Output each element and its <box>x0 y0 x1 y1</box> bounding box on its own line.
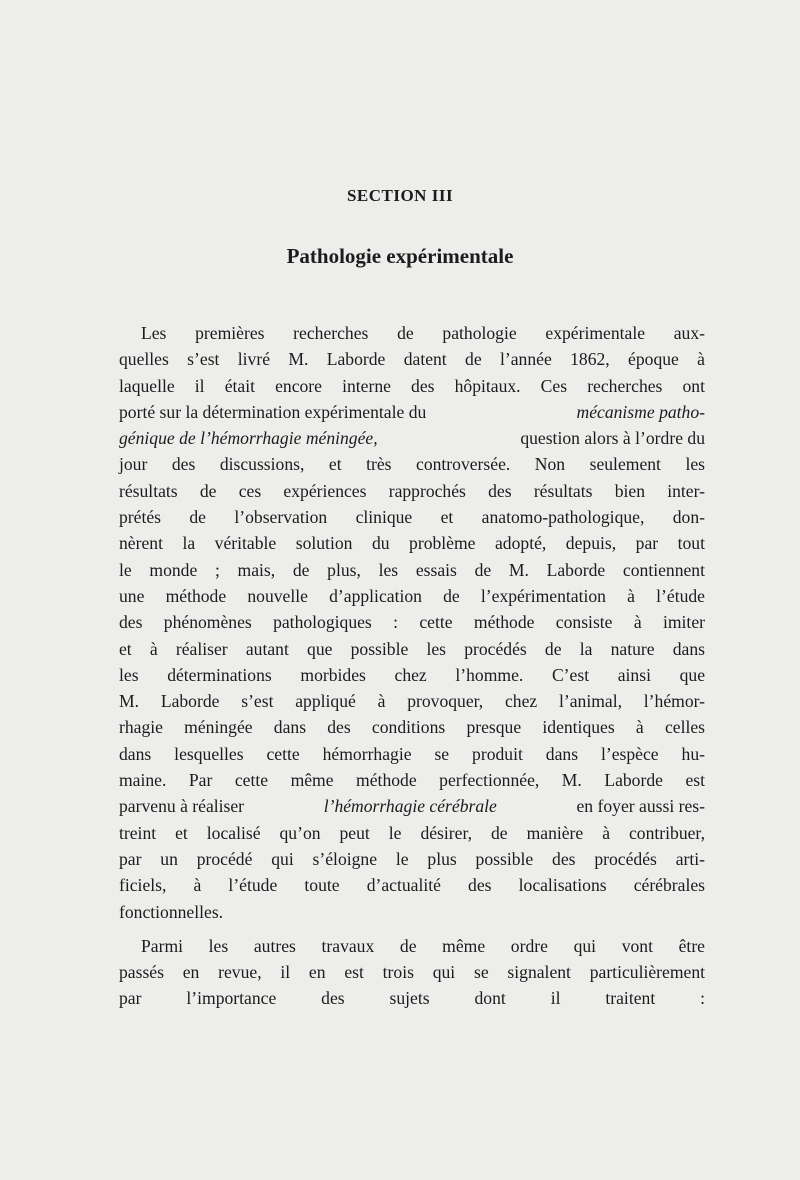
text-line: par l’importance des sujets dont il traitent : <box>119 988 705 1009</box>
text-line: quelles s’est livré M. Laborde datent de l’année 1862, époque à <box>119 349 705 370</box>
text-line: nèrent la véritable solution du problème adopté, depuis, par tout <box>119 533 705 554</box>
text-line: maine. Par cette même méthode perfectionnée, M. Laborde est <box>119 770 705 791</box>
paragraph-1 <box>119 320 705 925</box>
text-line: ficiels, à l’étude toute d’actualité des localisations cérébrales <box>119 875 705 896</box>
paragraph-gap <box>119 925 705 933</box>
text-line <box>119 425 705 451</box>
text-line: des phénomènes pathologiques : cette méthode consiste à imiter <box>119 612 705 633</box>
text-line: rhagie méningée dans des conditions presque identiques à celles <box>119 717 705 738</box>
section-heading: SECTION III <box>346 186 454 205</box>
text-line: et à réaliser autant que possible les procédés de la nature dans <box>119 638 705 659</box>
text-segment: en foyer aussi res- <box>576 796 705 817</box>
text-line: le monde ; mais, de plus, les essais de M. Laborde contiennent <box>119 559 705 580</box>
text-line: Les premières recherches de pathologie expérimentale aux- <box>141 323 705 343</box>
text-line <box>119 399 705 425</box>
italic-segment: l’hémorrhagie cérébrale <box>323 796 497 817</box>
text-line: les déterminations morbides chez l’homme. C’est ainsi que <box>119 664 705 685</box>
text-segment: parvenu à réaliser <box>119 796 245 817</box>
text-line: treint et localisé qu’on peut le désirer, de manière à contribuer, <box>119 822 705 843</box>
page-title: Pathologie expérimentale <box>286 244 514 268</box>
text-line: dans lesquelles cette hémorrhagie se produit dans l’espèce hu- <box>119 743 705 764</box>
text-segment: porté sur la détermination expérimentale du <box>119 401 427 422</box>
italic-segment: mécanisme patho- <box>576 401 705 422</box>
text-line: jour des discussions, et très controversée. Non seulement les <box>119 454 705 475</box>
text-line: fonctionnelles. <box>119 901 224 922</box>
text-line: Parmi les autres travaux de même ordre qui vont être <box>141 935 705 956</box>
text-line: une méthode nouvelle d’application de l’expérimentation à l’étude <box>119 585 705 606</box>
text-line: laquelle il était encore interne des hôpitaux. Ces recherches ont <box>119 375 705 396</box>
paragraph-2 <box>119 933 705 1012</box>
text-segment: question alors à l’ordre du <box>520 428 705 449</box>
text-line: par un procédé qui s’éloigne le plus possible des procédés arti- <box>119 848 705 869</box>
body-text <box>119 320 705 1012</box>
text-line <box>119 793 705 819</box>
text-line: passés en revue, il en est trois qui se signalent particulièrement <box>119 962 705 983</box>
italic-segment: génique de l’hémorrhagie méningée, <box>119 428 378 449</box>
text-line: prétés de l’observation clinique et anatomo-pathologique, don- <box>119 507 705 528</box>
text-line: M. Laborde s’est appliqué à provoquer, chez l’animal, l’hémor- <box>119 691 705 712</box>
text-line: résultats de ces expériences rapprochés des résultats bien inter- <box>119 480 705 501</box>
